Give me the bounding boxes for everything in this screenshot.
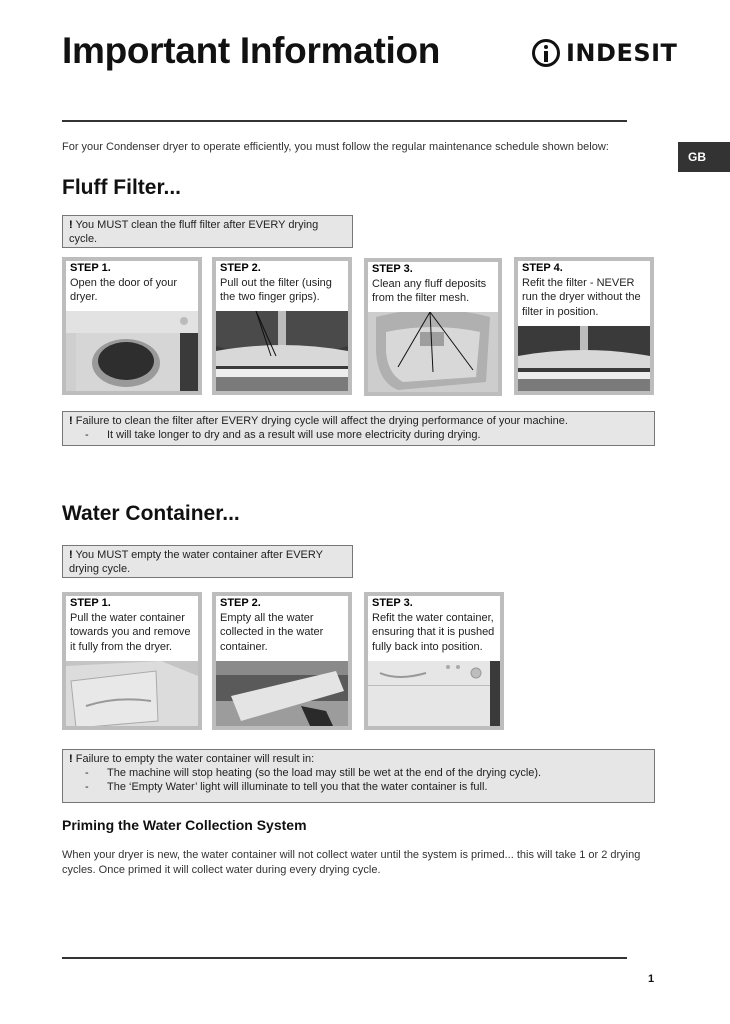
step-text: Open the door of your dryer. (70, 276, 178, 303)
water-step-3 (364, 592, 504, 730)
fluff-filter-warning (62, 411, 655, 446)
language-tab: GB (678, 142, 730, 172)
warning-text: Failure to empty the water container will result in: (75, 753, 315, 765)
filter-mesh-photo (368, 312, 498, 392)
warning-mark-icon: ! (69, 219, 73, 231)
water-container-warning (62, 749, 655, 803)
step-text: Empty all the water collected in the water container. (220, 611, 324, 653)
footer-divider (62, 957, 627, 959)
fluff-filter-heading: Fluff Filter... (62, 176, 181, 199)
step-label: STEP 2. (220, 262, 261, 274)
brand-logo (532, 34, 677, 72)
notice-text: You MUST empty the water container after EVERY drying cycle. (69, 549, 323, 575)
fluff-step-4 (514, 257, 654, 395)
fluff-step-2 (212, 257, 352, 395)
step-text: Pull the water container towards you and remove it fully from the dryer. (70, 611, 191, 653)
step-text: Refit the water container, ensuring that it is pushed fully back into position. (372, 611, 495, 653)
step-text: Clean any fluff deposits from the filter mesh. (372, 277, 487, 304)
step-label: STEP 1. (70, 597, 111, 609)
fluff-step-1 (62, 257, 202, 395)
water-container-empty-photo (216, 661, 348, 726)
priming-text: When your dryer is new, the water container will not collect water until the system is primed... this will take 1 or 2 drying cycles. Once primed it will collect water during every drying cycle. (62, 849, 641, 876)
page-title: Important Information (62, 30, 441, 71)
step-label: STEP 3. (372, 597, 413, 609)
page-number: 1 (648, 973, 655, 985)
warning-mark-icon: ! (69, 549, 73, 561)
step-label: STEP 2. (220, 597, 261, 609)
priming-heading: Priming the Water Collection System (62, 817, 307, 833)
step-label: STEP 3. (372, 263, 413, 275)
warning-mark-icon: ! (69, 415, 73, 427)
intro-text: For your Condenser dryer to operate efficiently, you must follow the regular maintenance schedule shown below: (62, 141, 609, 153)
step-label: STEP 1. (70, 262, 111, 274)
dryer-door-open-photo (66, 311, 198, 391)
header-divider (62, 120, 627, 122)
water-container-notice (62, 545, 353, 578)
water-container-heading: Water Container... (62, 502, 240, 525)
water-container-refit-photo (368, 661, 500, 726)
warning-text: Failure to clean the filter after EVERY drying cycle will affect the drying performance of your machine. (75, 415, 568, 427)
water-step-1 (62, 592, 202, 730)
warning-bullet: - It will take longer to dry and as a result will use more electricity during drying. (85, 429, 481, 441)
step-label: STEP 4. (522, 262, 563, 274)
fluff-step-3 (364, 258, 502, 396)
fluff-filter-notice (62, 215, 353, 248)
filter-finger-grips-photo (216, 311, 348, 391)
brand-name: INDESIT (566, 39, 678, 67)
warning-mark-icon: ! (69, 753, 73, 765)
indesit-info-icon (532, 39, 560, 67)
water-step-2 (212, 592, 352, 730)
step-text: Refit the filter - NEVER run the dryer without the filter in position. (522, 276, 641, 318)
warning-bullet: - The ‘Empty Water’ light will illuminate to tell you that the water container is full. (85, 781, 488, 793)
filter-refit-photo (518, 326, 650, 391)
water-container-pull-photo (66, 661, 198, 726)
notice-text: You MUST clean the fluff filter after EVERY drying cycle. (69, 219, 319, 245)
warning-bullet: - The machine will stop heating (so the load may still be wet at the end of the drying cycle). (85, 767, 542, 779)
step-text: Pull out the filter (using the two finger grips). (220, 276, 332, 303)
